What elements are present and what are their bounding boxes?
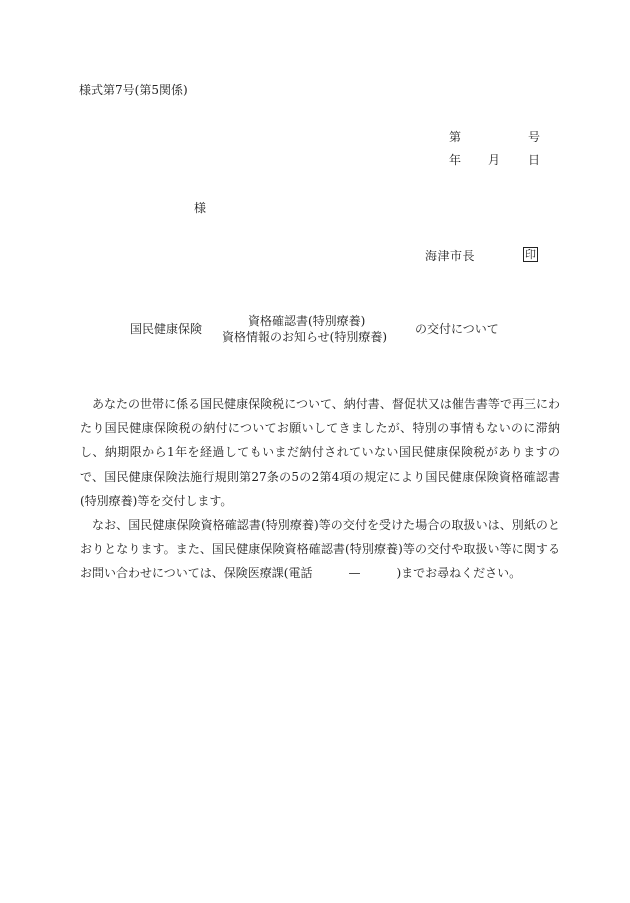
subject-suffix: の交付について	[415, 322, 499, 336]
subject-option-2: 資格情報のお知らせ(特別療養)	[222, 330, 388, 344]
body-paragraph-2: なお、国民健康保険資格確認書(特別療養)等の交付を受けた場合の取扱いは、別紙のとおりとなります。また、国民健康保険資格確認書(特別療養)等の交付や取扱い等に関するお問い合わせについては、保険医療課(電話 — )までお尋ねください。	[80, 518, 560, 581]
subject-prefix: 国民健康保険	[130, 322, 203, 336]
document-number-suffix: 号	[528, 130, 541, 144]
document-number-prefix: 第	[449, 130, 462, 144]
issuer-name: 海津市長	[425, 249, 476, 263]
date-month-label: 月	[488, 153, 501, 167]
body-paragraph-1: あなたの世帯に係る国民健康保険税について、納付書、督促状又は催告書等で再三にわたり国民健康保険税の納付についてお願いしてきましたが、特別の事情もないのに滞納し、納期限から1年を経過してもいまだ納付されていない国民健康保険税がありますので、国民健康保険法施行規則第27条の5の2第4項の規定により国民健康保険資格確認書(特別療養)等を交付します。	[80, 397, 560, 508]
form-number: 様式第7号(第5関係)	[79, 83, 188, 97]
subject-option-1: 資格確認書(特別療養)	[248, 314, 366, 328]
recipient-honorific: 様	[194, 201, 207, 215]
body-text	[80, 392, 560, 586]
seal-stamp: 印	[525, 248, 536, 261]
date-day-label: 日	[528, 153, 541, 167]
date-year-label: 年	[449, 153, 462, 167]
